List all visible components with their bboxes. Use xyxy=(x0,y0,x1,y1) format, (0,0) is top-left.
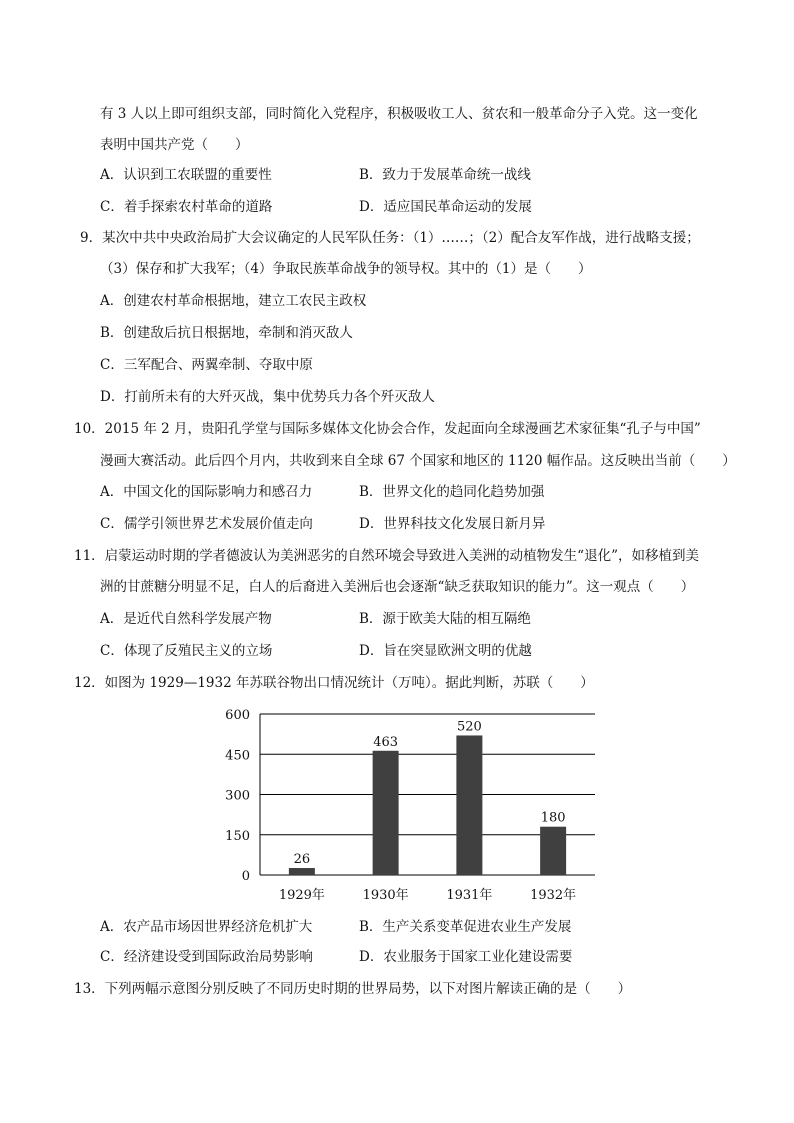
x-tick-label: 1932年 xyxy=(530,888,577,903)
data-label: 180 xyxy=(540,810,566,826)
q12-option-d: D．农业服务于国家工业化建设需要 xyxy=(359,949,573,965)
y-tick-label: 600 xyxy=(225,708,250,723)
chart-x-tick-labels xyxy=(279,887,576,903)
q11-option-a: A．是近代自然科学发展产物 xyxy=(100,611,272,627)
q11-stem-line2: 洲的甘蔗糖分明显不足，白人的后裔进入美洲后也会逐渐“缺乏获取知识的能力”。这一观点（ ） xyxy=(100,579,695,595)
bar xyxy=(540,827,566,875)
q8-option-b: B．致力于发展革命统一战线 xyxy=(359,167,531,183)
q9-option-c: C．三军配合、两翼牵制、夺取中原 xyxy=(100,357,313,373)
q10-option-b: B．世界文化的趋同化趋势加强 xyxy=(359,484,545,500)
q10-option-d: D．世界科技文化发展日新月异 xyxy=(359,516,546,532)
data-label: 26 xyxy=(293,852,311,868)
q12-stem: 12．如图为 1929—1932 年苏联谷物出口情况统计（万吨）。据此判断，苏联（ ） xyxy=(74,675,594,691)
q8-stem-line1: 有 3 人以上即可组织支部，同时简化入党程序，积极吸收工人、贫农和一般革命分子入党。这一变化 xyxy=(100,106,698,122)
chart-bars xyxy=(289,735,566,875)
q9-option-d: D．打前所未有的大歼灭战，集中优势兵力各个歼灭敌人 xyxy=(100,389,435,405)
grain-export-bar-chart xyxy=(215,700,615,910)
q11-option-d: D．旨在突显欧洲文明的优越 xyxy=(359,643,532,659)
x-tick-label: 1930年 xyxy=(362,888,409,903)
y-tick-label: 300 xyxy=(225,788,250,804)
bar xyxy=(373,751,399,875)
q8-option-a: A．认识到工农联盟的重要性 xyxy=(100,167,272,183)
q11-stem-line1: 11．启蒙运动时期的学者德波认为美洲恶劣的自然环境会导致进入美洲的动植物发生“退化”，如移植到美 xyxy=(74,548,699,564)
data-label: 520 xyxy=(456,719,482,735)
x-tick-label: 1929年 xyxy=(278,888,325,903)
chart-data-labels xyxy=(294,719,566,867)
q9-option-a: A．创建农村革命根据地，建立工农民主政权 xyxy=(100,293,367,309)
q10-option-c: C．儒学引领世界艺术发展价值走向 xyxy=(100,516,313,532)
y-tick-label: 0 xyxy=(241,869,250,884)
q8-stem-line2: 表明中国共产党（ ） xyxy=(100,137,249,153)
q9-option-b: B．创建敌后抗日根据地，牵制和消灭敌人 xyxy=(100,325,353,341)
q8-option-d: D．适应国民革命运动的发展 xyxy=(359,199,532,215)
q13-stem: 13．下列两幅示意图分别反映了不同历史时期的世界局势，以下对图片解读正确的是（ ） xyxy=(74,981,632,997)
q11-option-c: C．体现了反殖民主义的立场 xyxy=(100,643,273,659)
bar xyxy=(289,868,315,875)
y-tick-label: 450 xyxy=(225,748,250,764)
q12-option-b: B．生产关系变革促进农业生产发展 xyxy=(359,919,572,935)
q10-option-a: A．中国文化的国际影响力和感召力 xyxy=(100,484,313,500)
data-label: 463 xyxy=(373,734,399,750)
q12-option-a: A．农产品市场因世界经济危机扩大 xyxy=(100,919,313,935)
chart-y-tick-labels xyxy=(225,708,250,884)
q10-stem-line1: 10．2015 年 2 月，贵阳孔学堂与国际多媒体文化协会合作，发起面向全球漫画艺术家征集“孔子与中国” xyxy=(74,421,701,437)
q11-option-b: B．源于欧美大陆的相互隔绝 xyxy=(359,611,531,627)
bar xyxy=(456,735,482,875)
q8-option-c: C．着手探索农村革命的道路 xyxy=(100,199,273,215)
y-tick-label: 150 xyxy=(225,828,250,844)
x-tick-label: 1931年 xyxy=(446,888,493,903)
q9-stem-line1: 9．某次中共中央政治局扩大会议确定的人民军队任务：（1）……；（2）配合友军作战，进行战略支援； xyxy=(80,230,700,246)
q9-stem-line2: （3）保存和扩大我军；（4）争取民族革命战争的领导权。其中的（1）是（ ） xyxy=(100,261,592,277)
q12-option-c: C．经济建设受到国际政治局势影响 xyxy=(100,949,313,965)
q10-stem-line2: 漫画大赛活动。此后四个月内，共收到来自全球 67 个国家和地区的 1120 幅作品。这反映出当前（ ） xyxy=(100,453,736,469)
